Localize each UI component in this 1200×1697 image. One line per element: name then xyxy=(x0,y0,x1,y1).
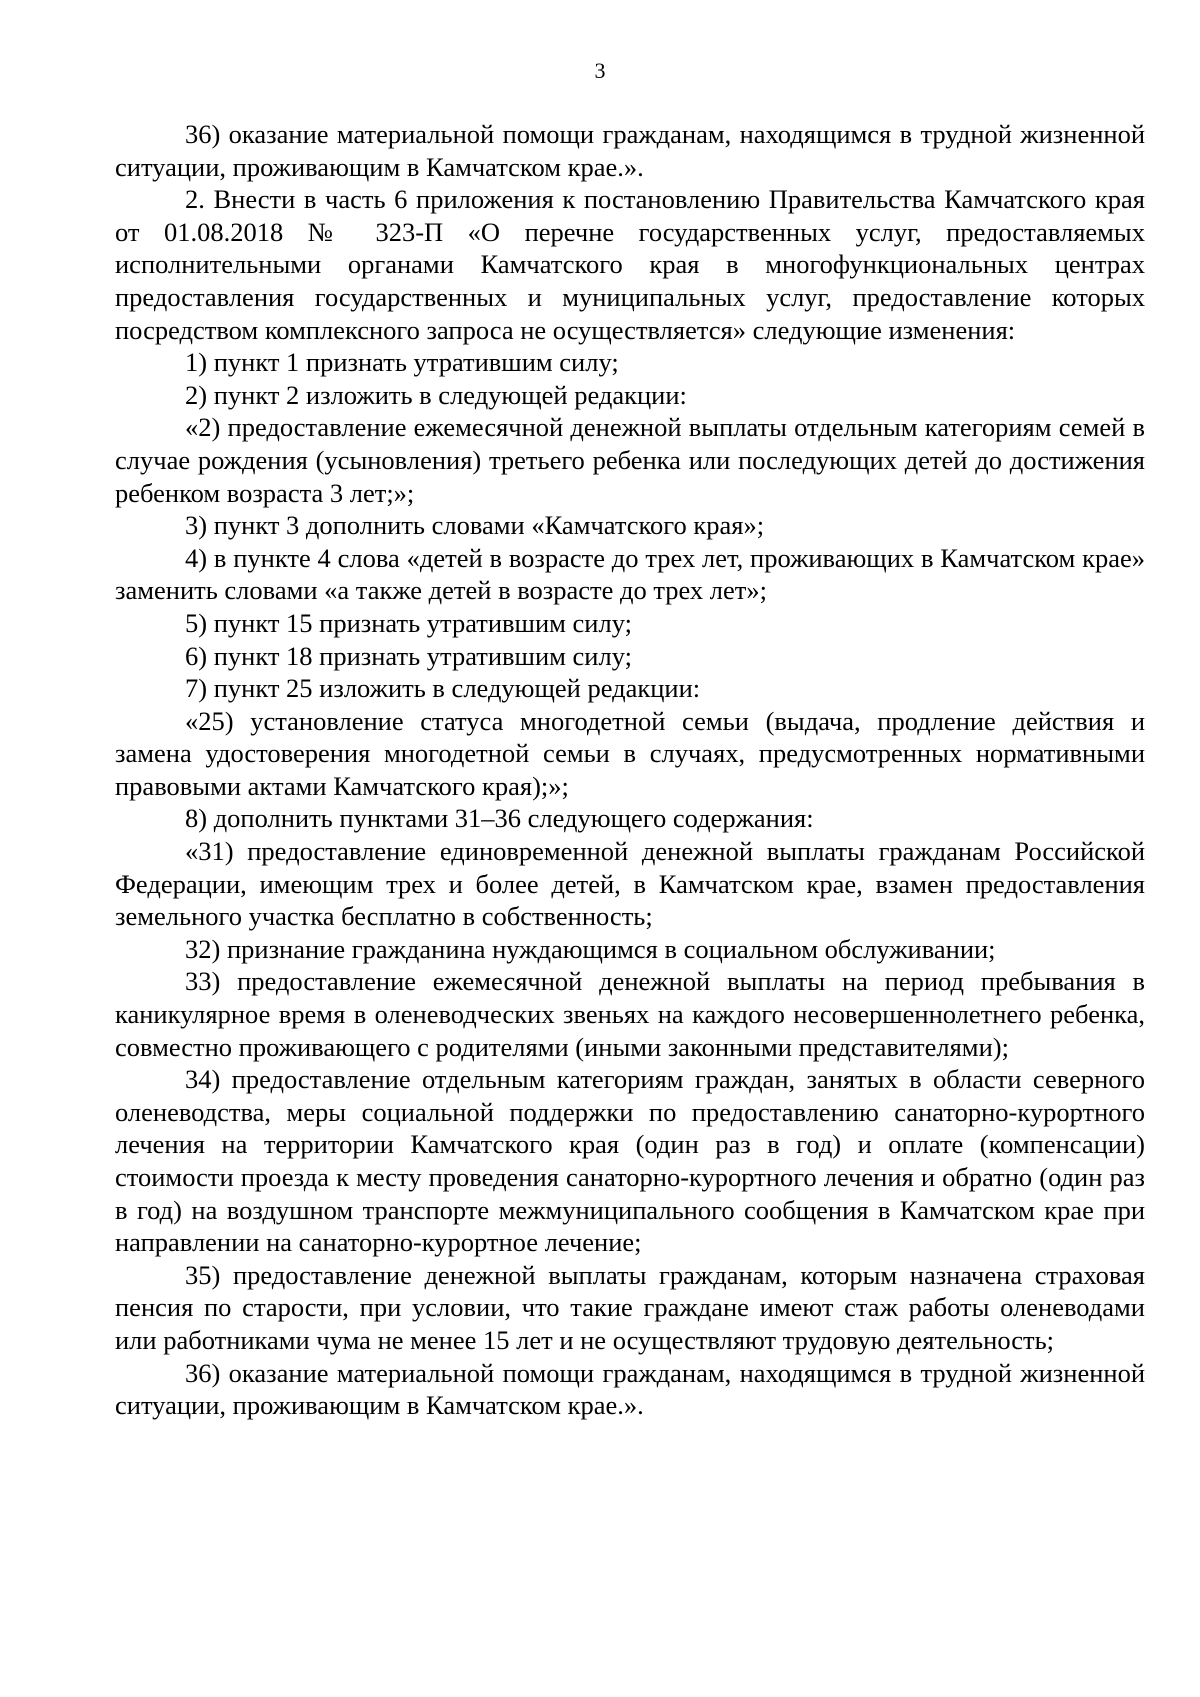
paragraph-change-4: 4) в пункте 4 слова «детей в возрасте до трех лет, проживающих в Камчатском крае» заменить словами «а также детей в возрасте до трех лет»; xyxy=(115,542,1145,606)
paragraph-change-7: 7) пункт 25 изложить в следующей редакции: xyxy=(185,673,701,704)
paragraph-change-2: 2) пункт 2 изложить в следующей редакции: xyxy=(185,379,687,410)
paragraph-new-item-33: 33) предоставление ежемесячной денежной выплаты на период пребывания в каникулярное время в оленеводческих звеньях на каждого несовершеннолетнего ребенка, совместно проживающего с родителями (иными законными представителями); xyxy=(115,966,1145,1062)
paragraph-change-3: 3) пункт 3 дополнить словами «Камчатского края»; xyxy=(185,510,765,541)
paragraph-new-item-32: 32) признание гражданина нуждающимся в социальном обслуживании; xyxy=(185,933,996,964)
paragraph-section-2-intro: 2. Внести в часть 6 приложения к постановлению Правительства Камчатского края от 01.08.2018 № 323-П «О перечне государственных услуг, предоставляемых исполнительными органами Камчатского края в многофункциональных центрах предоставления государственных и муниципальных услуг, предоставление которых посредством комплексного запроса не осуществляется» следующие изменения: xyxy=(115,184,1145,345)
document-body xyxy=(115,118,1145,1422)
paragraph-change-1: 1) пункт 1 признать утратившим силу; xyxy=(185,347,619,378)
paragraph-new-item-31: «31) предоставление единовременной денежной выплаты гражданам Российской Федерации, имеющим трех и более детей, в Камчатском крае, взамен предоставления земельного участка бесплатно в собственность; xyxy=(115,836,1145,932)
paragraph-new-item-34: 34) предоставление отдельным категориям граждан, занятых в области северного оленеводства, меры социальной поддержки по предоставлению санаторно-курортного лечения на территории Камчатского края (один раз в год) и оплате (компенсации) стоимости проезда к месту проведения санаторно-курортного лечения и обратно (один раз в год) на воздушном транспорте межмуниципального сообщения в Камчатском крае при направлении на санаторно-курортное лечение; xyxy=(115,1064,1145,1258)
paragraph-new-item-25: «25) установление статуса многодетной семьи (выдача, продление действия и замена удостоверения многодетной семьи в случаях, предусмотренных нормативными правовыми актами Камчатского края);»; xyxy=(115,705,1145,801)
paragraph-new-item-35: 35) предоставление денежной выплаты гражданам, которым назначена страховая пенсия по старости, при условии, что такие граждане имеют стаж работы оленеводами или работниками чума не менее 15 лет и не осуществляют трудовую деятельность; xyxy=(115,1259,1145,1355)
paragraph-new-item-2: «2) предоставление ежемесячной денежной выплаты отдельным категориям семей в случае рождения (усыновления) третьего ребенка или последующих детей до достижения ребенком возраста 3 лет;»; xyxy=(115,412,1145,508)
paragraph-new-item-36: 36) оказание материальной помощи гражданам, находящимся в трудной жизненной ситуации, проживающим в Камчатском крае.». xyxy=(115,1357,1145,1421)
paragraph-item-36-previous: 36) оказание материальной помощи гражданам, находящимся в трудной жизненной ситуации, проживающим в Камчатском крае.». xyxy=(115,119,1145,182)
page-number: 3 xyxy=(594,58,606,83)
paragraph-change-5: 5) пункт 15 признать утратившим силу; xyxy=(185,607,632,638)
paragraph-change-6: 6) пункт 18 признать утратившим силу; xyxy=(185,640,632,671)
paragraph-change-8: 8) дополнить пунктами 31–36 следующего содержания: xyxy=(185,803,814,834)
